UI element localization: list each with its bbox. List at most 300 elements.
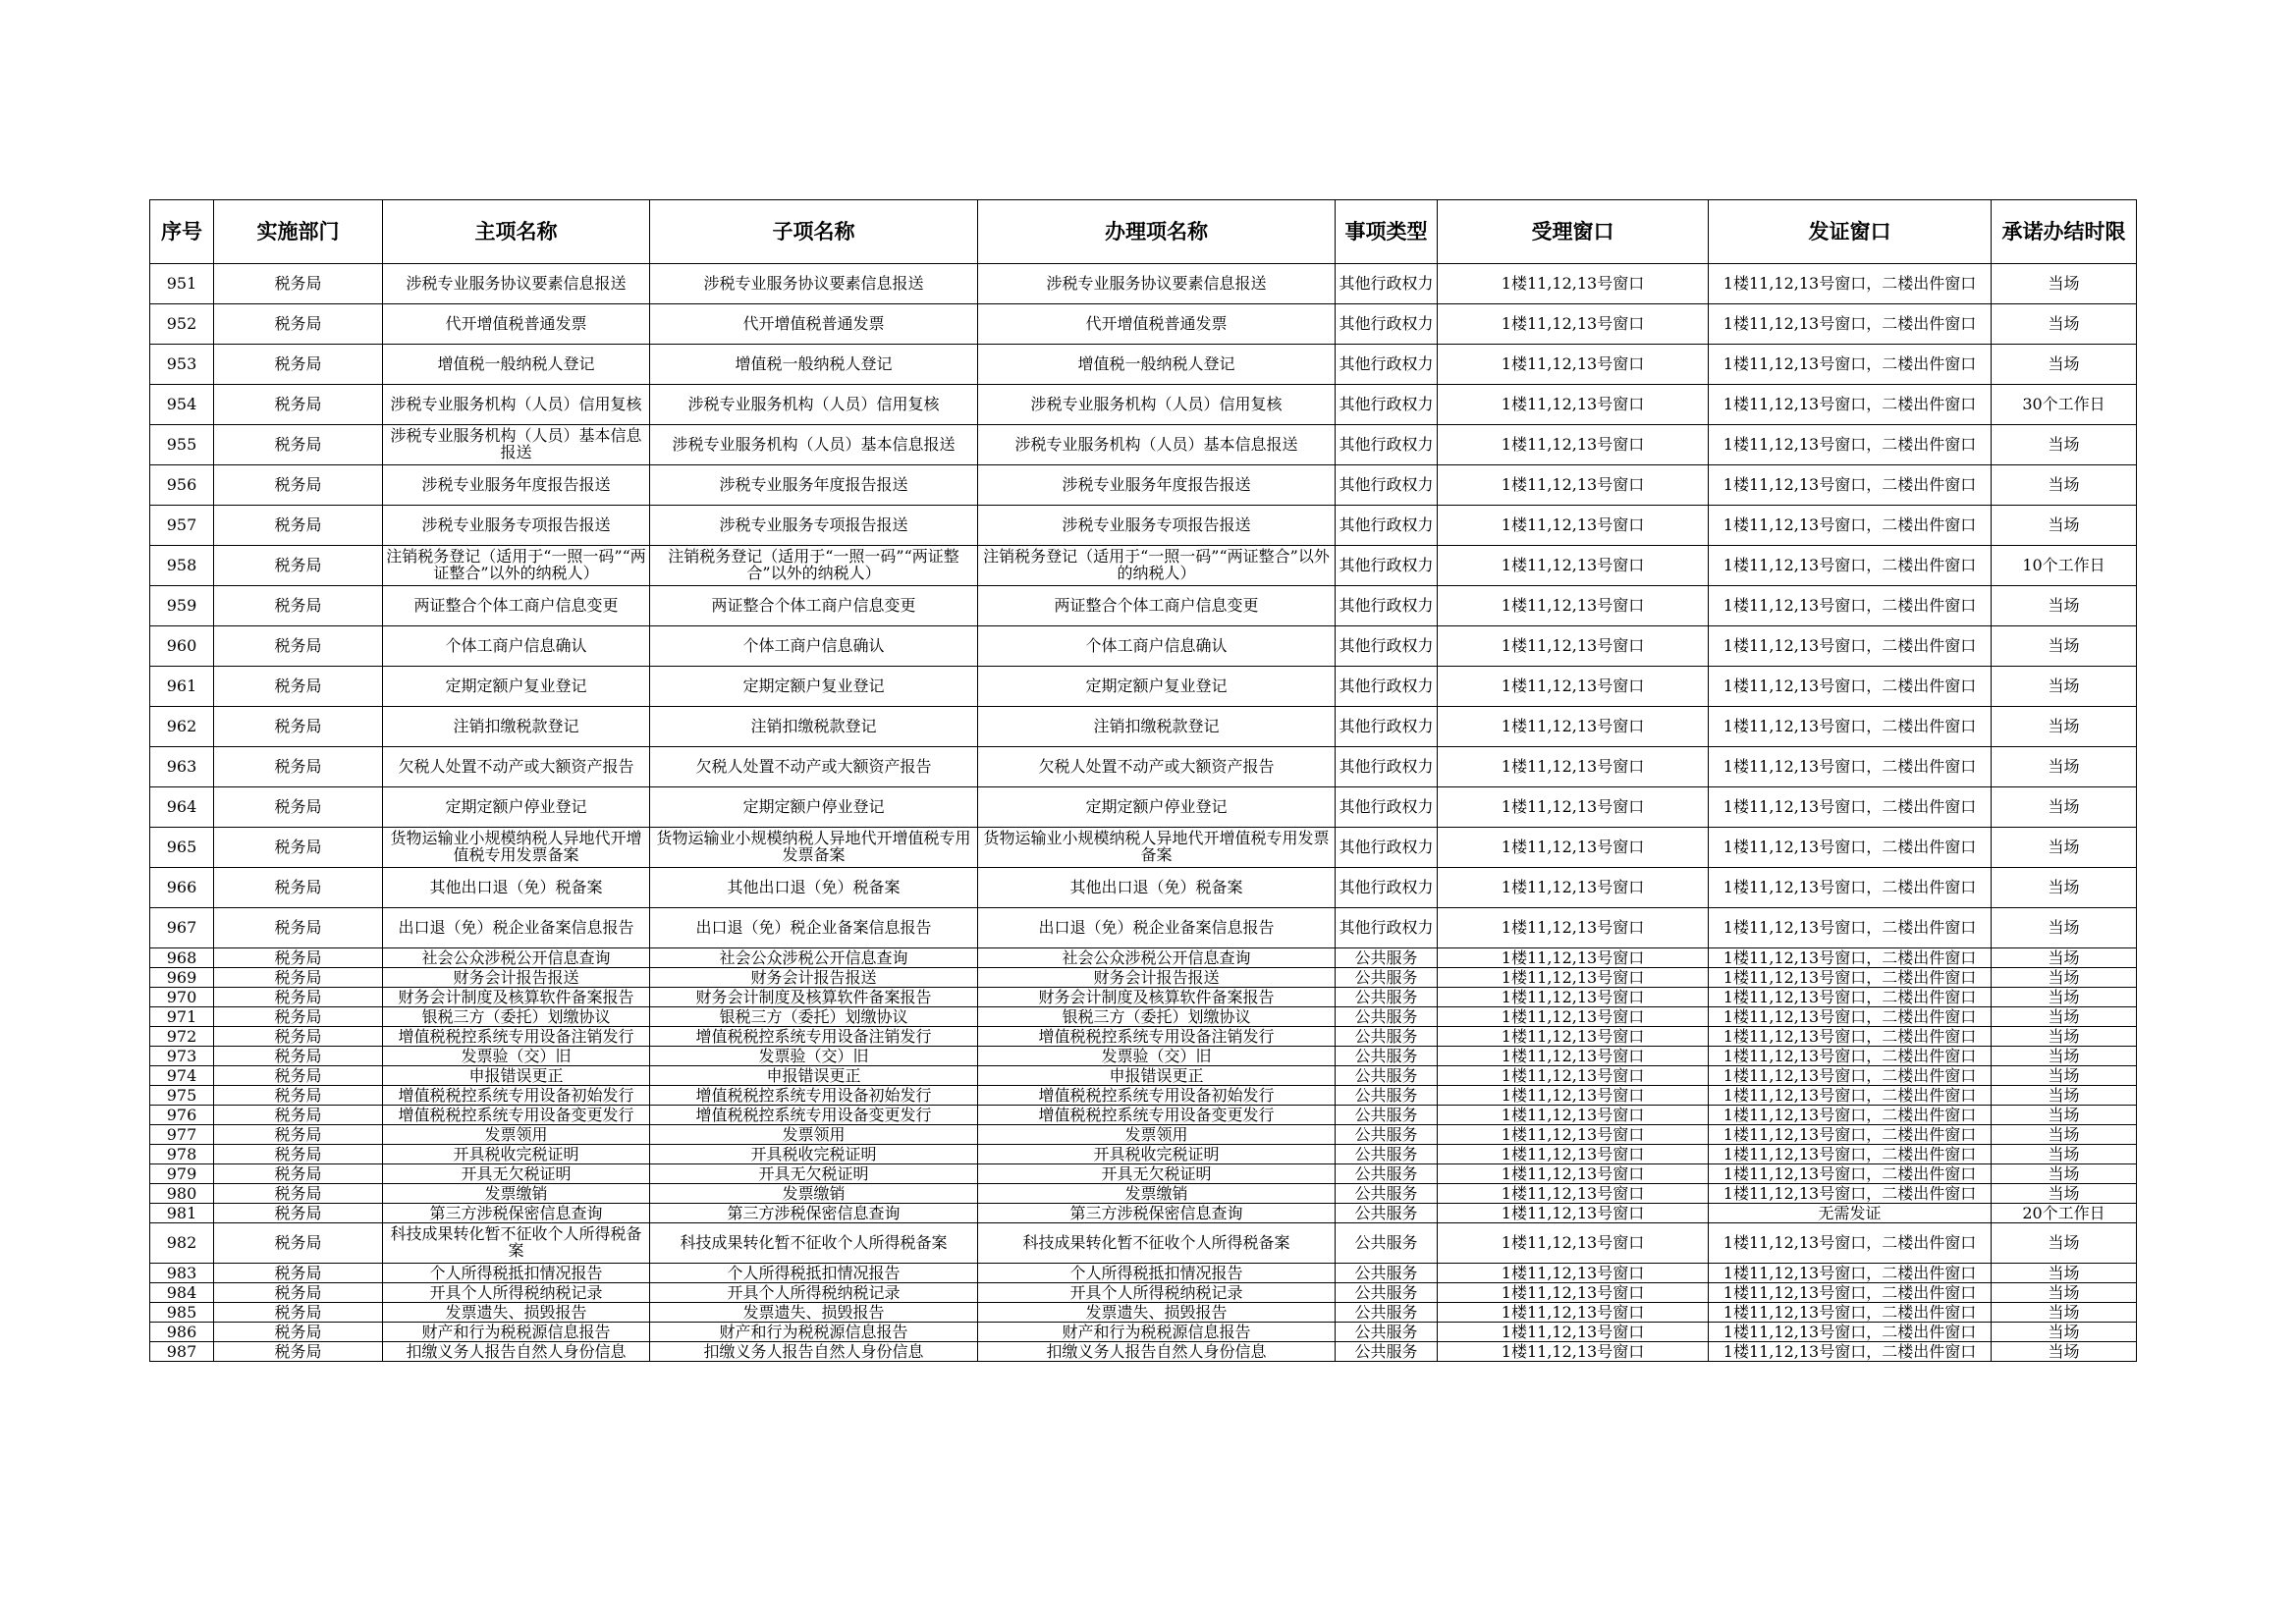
cell-main: 涉税专业服务专项报告报送	[383, 506, 650, 546]
cell-item: 欠税人处置不动产或大额资产报告	[978, 747, 1336, 787]
cell-issue: 1楼11,12,13号窗口，二楼出件窗口	[1709, 828, 1992, 868]
header-item: 办理项名称	[978, 200, 1336, 264]
cell-issue: 1楼11,12,13号窗口，二楼出件窗口	[1709, 264, 1992, 304]
table-row	[150, 1145, 2137, 1164]
cell-limit: 当场	[1992, 345, 2137, 385]
cell-no: 967	[150, 908, 214, 948]
cell-item: 财产和行为税税源信息报告	[978, 1323, 1336, 1342]
cell-item: 注销扣缴税款登记	[978, 707, 1336, 747]
table-row	[150, 1184, 2137, 1204]
cell-sub: 定期定额户停业登记	[650, 787, 978, 828]
cell-issue: 1楼11,12,13号窗口，二楼出件窗口	[1709, 506, 1992, 546]
cell-dept: 税务局	[214, 908, 383, 948]
cell-item: 银税三方（委托）划缴协议	[978, 1007, 1336, 1027]
cell-limit: 当场	[1992, 1125, 2137, 1145]
header-issue: 发证窗口	[1709, 200, 1992, 264]
table-row	[150, 828, 2137, 868]
table-row	[150, 385, 2137, 425]
header-dept: 实施部门	[214, 200, 383, 264]
cell-main: 增值税一般纳税人登记	[383, 345, 650, 385]
cell-dept: 税务局	[214, 1106, 383, 1125]
cell-item: 个人所得税抵扣情况报告	[978, 1264, 1336, 1283]
table-row	[150, 1223, 2137, 1264]
cell-item: 科技成果转化暂不征收个人所得税备案	[978, 1223, 1336, 1264]
cell-dept: 税务局	[214, 948, 383, 968]
cell-sub: 开具个人所得税纳税记录	[650, 1283, 978, 1303]
cell-issue: 1楼11,12,13号窗口，二楼出件窗口	[1709, 1007, 1992, 1027]
cell-accept: 1楼11,12,13号窗口	[1438, 1283, 1709, 1303]
cell-main: 申报错误更正	[383, 1066, 650, 1086]
cell-type: 其他行政权力	[1336, 747, 1438, 787]
cell-type: 公共服务	[1336, 1303, 1438, 1323]
cell-issue: 1楼11,12,13号窗口，二楼出件窗口	[1709, 868, 1992, 908]
cell-sub: 开具无欠税证明	[650, 1164, 978, 1184]
cell-limit: 当场	[1992, 948, 2137, 968]
cell-main: 科技成果转化暂不征收个人所得税备案	[383, 1223, 650, 1264]
cell-item: 发票验（交）旧	[978, 1047, 1336, 1066]
cell-main: 开具无欠税证明	[383, 1164, 650, 1184]
cell-main: 涉税专业服务机构（人员）信用复核	[383, 385, 650, 425]
cell-main: 财产和行为税税源信息报告	[383, 1323, 650, 1342]
cell-type: 公共服务	[1336, 1047, 1438, 1066]
service-items-table	[149, 199, 2137, 1362]
table-row	[150, 304, 2137, 345]
cell-limit: 当场	[1992, 1145, 2137, 1164]
cell-item: 增值税税控系统专用设备初始发行	[978, 1086, 1336, 1106]
cell-limit: 当场	[1992, 1184, 2137, 1204]
cell-item: 扣缴义务人报告自然人身份信息	[978, 1342, 1336, 1362]
cell-issue: 1楼11,12,13号窗口，二楼出件窗口	[1709, 707, 1992, 747]
cell-no: 987	[150, 1342, 214, 1362]
cell-sub: 个体工商户信息确认	[650, 626, 978, 667]
cell-no: 962	[150, 707, 214, 747]
table-row	[150, 988, 2137, 1007]
cell-limit: 当场	[1992, 988, 2137, 1007]
cell-issue: 1楼11,12,13号窗口，二楼出件窗口	[1709, 968, 1992, 988]
cell-limit: 当场	[1992, 1223, 2137, 1264]
table-row	[150, 626, 2137, 667]
cell-dept: 税务局	[214, 506, 383, 546]
cell-limit: 当场	[1992, 1086, 2137, 1106]
cell-main: 扣缴义务人报告自然人身份信息	[383, 1342, 650, 1362]
cell-sub: 开具税收完税证明	[650, 1145, 978, 1164]
cell-accept: 1楼11,12,13号窗口	[1438, 868, 1709, 908]
cell-limit: 20个工作日	[1992, 1204, 2137, 1223]
cell-no: 961	[150, 667, 214, 707]
cell-sub: 货物运输业小规模纳税人异地代开增值税专用发票备案	[650, 828, 978, 868]
cell-type: 其他行政权力	[1336, 787, 1438, 828]
cell-dept: 税务局	[214, 586, 383, 626]
cell-issue: 1楼11,12,13号窗口，二楼出件窗口	[1709, 304, 1992, 345]
cell-type: 公共服务	[1336, 1007, 1438, 1027]
cell-sub: 涉税专业服务年度报告报送	[650, 465, 978, 506]
cell-main: 个体工商户信息确认	[383, 626, 650, 667]
cell-accept: 1楼11,12,13号窗口	[1438, 1007, 1709, 1027]
cell-accept: 1楼11,12,13号窗口	[1438, 1086, 1709, 1106]
cell-main: 注销扣缴税款登记	[383, 707, 650, 747]
cell-main: 发票验（交）旧	[383, 1047, 650, 1066]
cell-accept: 1楼11,12,13号窗口	[1438, 828, 1709, 868]
header-accept: 受理窗口	[1438, 200, 1709, 264]
cell-no: 964	[150, 787, 214, 828]
cell-sub: 定期定额户复业登记	[650, 667, 978, 707]
cell-limit: 当场	[1992, 626, 2137, 667]
cell-no: 975	[150, 1086, 214, 1106]
cell-item: 增值税税控系统专用设备变更发行	[978, 1106, 1336, 1125]
cell-no: 981	[150, 1204, 214, 1223]
cell-issue: 1楼11,12,13号窗口，二楼出件窗口	[1709, 1145, 1992, 1164]
cell-no: 976	[150, 1106, 214, 1125]
cell-type: 其他行政权力	[1336, 586, 1438, 626]
cell-accept: 1楼11,12,13号窗口	[1438, 1264, 1709, 1283]
cell-item: 申报错误更正	[978, 1066, 1336, 1086]
cell-type: 其他行政权力	[1336, 828, 1438, 868]
cell-no: 955	[150, 425, 214, 465]
table-row	[150, 1047, 2137, 1066]
cell-dept: 税务局	[214, 1283, 383, 1303]
cell-no: 958	[150, 546, 214, 586]
cell-no: 954	[150, 385, 214, 425]
cell-item: 两证整合个体工商户信息变更	[978, 586, 1336, 626]
cell-item: 其他出口退（免）税备案	[978, 868, 1336, 908]
cell-main: 发票遗失、损毁报告	[383, 1303, 650, 1323]
cell-sub: 科技成果转化暂不征收个人所得税备案	[650, 1223, 978, 1264]
cell-accept: 1楼11,12,13号窗口	[1438, 345, 1709, 385]
cell-issue: 1楼11,12,13号窗口，二楼出件窗口	[1709, 1223, 1992, 1264]
cell-accept: 1楼11,12,13号窗口	[1438, 1323, 1709, 1342]
cell-accept: 1楼11,12,13号窗口	[1438, 948, 1709, 968]
cell-accept: 1楼11,12,13号窗口	[1438, 304, 1709, 345]
table-row	[150, 1066, 2137, 1086]
cell-no: 960	[150, 626, 214, 667]
cell-accept: 1楼11,12,13号窗口	[1438, 1066, 1709, 1086]
cell-limit: 当场	[1992, 1264, 2137, 1283]
cell-item: 代开增值税普通发票	[978, 304, 1336, 345]
header-type: 事项类型	[1336, 200, 1438, 264]
cell-sub: 银税三方（委托）划缴协议	[650, 1007, 978, 1027]
cell-item: 社会公众涉税公开信息查询	[978, 948, 1336, 968]
table-row	[150, 707, 2137, 747]
cell-main: 增值税税控系统专用设备注销发行	[383, 1027, 650, 1047]
cell-main: 定期定额户停业登记	[383, 787, 650, 828]
cell-accept: 1楼11,12,13号窗口	[1438, 1027, 1709, 1047]
cell-dept: 税务局	[214, 465, 383, 506]
cell-no: 965	[150, 828, 214, 868]
table-row	[150, 968, 2137, 988]
cell-sub: 涉税专业服务机构（人员）信用复核	[650, 385, 978, 425]
cell-issue: 1楼11,12,13号窗口，二楼出件窗口	[1709, 1342, 1992, 1362]
cell-dept: 税务局	[214, 1223, 383, 1264]
cell-main: 发票领用	[383, 1125, 650, 1145]
cell-limit: 当场	[1992, 1027, 2137, 1047]
table-row	[150, 667, 2137, 707]
cell-no: 951	[150, 264, 214, 304]
cell-dept: 税务局	[214, 988, 383, 1007]
cell-no: 957	[150, 506, 214, 546]
cell-type: 其他行政权力	[1336, 465, 1438, 506]
cell-sub: 发票验（交）旧	[650, 1047, 978, 1066]
cell-dept: 税务局	[214, 1264, 383, 1283]
cell-type: 其他行政权力	[1336, 304, 1438, 345]
cell-issue: 1楼11,12,13号窗口，二楼出件窗口	[1709, 345, 1992, 385]
cell-item: 个体工商户信息确认	[978, 626, 1336, 667]
cell-main: 增值税税控系统专用设备初始发行	[383, 1086, 650, 1106]
cell-item: 定期定额户复业登记	[978, 667, 1336, 707]
cell-main: 其他出口退（免）税备案	[383, 868, 650, 908]
cell-dept: 税务局	[214, 626, 383, 667]
cell-dept: 税务局	[214, 1086, 383, 1106]
cell-type: 其他行政权力	[1336, 707, 1438, 747]
cell-sub: 财务会计报告报送	[650, 968, 978, 988]
cell-sub: 财务会计制度及核算软件备案报告	[650, 988, 978, 1007]
cell-type: 其他行政权力	[1336, 546, 1438, 586]
cell-limit: 当场	[1992, 747, 2137, 787]
cell-no: 952	[150, 304, 214, 345]
cell-sub: 两证整合个体工商户信息变更	[650, 586, 978, 626]
header-main: 主项名称	[383, 200, 650, 264]
cell-dept: 税务局	[214, 425, 383, 465]
cell-limit: 当场	[1992, 667, 2137, 707]
cell-main: 社会公众涉税公开信息查询	[383, 948, 650, 968]
cell-limit: 当场	[1992, 1164, 2137, 1184]
cell-dept: 税务局	[214, 707, 383, 747]
cell-dept: 税务局	[214, 667, 383, 707]
cell-type: 公共服务	[1336, 1086, 1438, 1106]
cell-dept: 税务局	[214, 1027, 383, 1047]
cell-item: 出口退（免）税企业备案信息报告	[978, 908, 1336, 948]
cell-type: 公共服务	[1336, 988, 1438, 1007]
cell-accept: 1楼11,12,13号窗口	[1438, 667, 1709, 707]
cell-type: 其他行政权力	[1336, 908, 1438, 948]
cell-main: 货物运输业小规模纳税人异地代开增值税专用发票备案	[383, 828, 650, 868]
cell-dept: 税务局	[214, 1066, 383, 1086]
cell-limit: 10个工作日	[1992, 546, 2137, 586]
cell-type: 公共服务	[1336, 1066, 1438, 1086]
cell-item: 开具个人所得税纳税记录	[978, 1283, 1336, 1303]
cell-issue: 1楼11,12,13号窗口，二楼出件窗口	[1709, 626, 1992, 667]
cell-main: 代开增值税普通发票	[383, 304, 650, 345]
cell-limit: 当场	[1992, 1047, 2137, 1066]
cell-sub: 注销扣缴税款登记	[650, 707, 978, 747]
cell-limit: 当场	[1992, 264, 2137, 304]
table-row	[150, 546, 2137, 586]
cell-sub: 涉税专业服务专项报告报送	[650, 506, 978, 546]
table-row	[150, 264, 2137, 304]
cell-dept: 税务局	[214, 546, 383, 586]
table-row	[150, 908, 2137, 948]
cell-dept: 税务局	[214, 1164, 383, 1184]
cell-limit: 当场	[1992, 908, 2137, 948]
cell-sub: 其他出口退（免）税备案	[650, 868, 978, 908]
cell-type: 公共服务	[1336, 1184, 1438, 1204]
cell-dept: 税务局	[214, 1323, 383, 1342]
table-row	[150, 1204, 2137, 1223]
cell-dept: 税务局	[214, 968, 383, 988]
table-row	[150, 787, 2137, 828]
document-page	[149, 199, 2136, 1362]
cell-issue: 无需发证	[1709, 1204, 1992, 1223]
table-row	[150, 1303, 2137, 1323]
cell-item: 涉税专业服务协议要素信息报送	[978, 264, 1336, 304]
cell-dept: 税务局	[214, 345, 383, 385]
cell-accept: 1楼11,12,13号窗口	[1438, 908, 1709, 948]
cell-type: 公共服务	[1336, 1164, 1438, 1184]
cell-accept: 1楼11,12,13号窗口	[1438, 1106, 1709, 1125]
cell-type: 其他行政权力	[1336, 385, 1438, 425]
cell-accept: 1楼11,12,13号窗口	[1438, 988, 1709, 1007]
cell-type: 其他行政权力	[1336, 425, 1438, 465]
cell-dept: 税务局	[214, 1184, 383, 1204]
cell-accept: 1楼11,12,13号窗口	[1438, 506, 1709, 546]
cell-main: 涉税专业服务机构（人员）基本信息报送	[383, 425, 650, 465]
cell-limit: 当场	[1992, 304, 2137, 345]
cell-item: 开具无欠税证明	[978, 1164, 1336, 1184]
cell-limit: 当场	[1992, 707, 2137, 747]
cell-issue: 1楼11,12,13号窗口，二楼出件窗口	[1709, 465, 1992, 506]
cell-type: 公共服务	[1336, 1125, 1438, 1145]
cell-dept: 税务局	[214, 1047, 383, 1066]
cell-type: 公共服务	[1336, 1283, 1438, 1303]
table-row	[150, 948, 2137, 968]
cell-item: 财务会计制度及核算软件备案报告	[978, 988, 1336, 1007]
cell-type: 公共服务	[1336, 948, 1438, 968]
cell-main: 个人所得税抵扣情况报告	[383, 1264, 650, 1283]
cell-no: 984	[150, 1283, 214, 1303]
table-row	[150, 1125, 2137, 1145]
cell-sub: 发票遗失、损毁报告	[650, 1303, 978, 1323]
header-no: 序号	[150, 200, 214, 264]
cell-limit: 当场	[1992, 1342, 2137, 1362]
cell-sub: 个人所得税抵扣情况报告	[650, 1264, 978, 1283]
cell-item: 定期定额户停业登记	[978, 787, 1336, 828]
cell-main: 注销税务登记（适用于“一照一码”“两证整合”以外的纳税人）	[383, 546, 650, 586]
cell-limit: 当场	[1992, 465, 2137, 506]
cell-sub: 代开增值税普通发票	[650, 304, 978, 345]
cell-accept: 1楼11,12,13号窗口	[1438, 1184, 1709, 1204]
cell-no: 982	[150, 1223, 214, 1264]
cell-accept: 1楼11,12,13号窗口	[1438, 264, 1709, 304]
cell-issue: 1楼11,12,13号窗口，二楼出件窗口	[1709, 546, 1992, 586]
cell-issue: 1楼11,12,13号窗口，二楼出件窗口	[1709, 1303, 1992, 1323]
cell-no: 963	[150, 747, 214, 787]
cell-no: 983	[150, 1264, 214, 1283]
cell-no: 968	[150, 948, 214, 968]
cell-accept: 1楼11,12,13号窗口	[1438, 385, 1709, 425]
cell-main: 出口退（免）税企业备案信息报告	[383, 908, 650, 948]
cell-sub: 增值税税控系统专用设备注销发行	[650, 1027, 978, 1047]
cell-accept: 1楼11,12,13号窗口	[1438, 1125, 1709, 1145]
cell-accept: 1楼11,12,13号窗口	[1438, 968, 1709, 988]
cell-item: 涉税专业服务机构（人员）基本信息报送	[978, 425, 1336, 465]
cell-issue: 1楼11,12,13号窗口，二楼出件窗口	[1709, 1164, 1992, 1184]
cell-issue: 1楼11,12,13号窗口，二楼出件窗口	[1709, 908, 1992, 948]
cell-no: 969	[150, 968, 214, 988]
cell-sub: 增值税税控系统专用设备初始发行	[650, 1086, 978, 1106]
cell-no: 977	[150, 1125, 214, 1145]
cell-main: 欠税人处置不动产或大额资产报告	[383, 747, 650, 787]
cell-limit: 当场	[1992, 828, 2137, 868]
cell-accept: 1楼11,12,13号窗口	[1438, 1303, 1709, 1323]
cell-item: 财务会计报告报送	[978, 968, 1336, 988]
cell-no: 978	[150, 1145, 214, 1164]
cell-limit: 当场	[1992, 586, 2137, 626]
cell-type: 公共服务	[1336, 1204, 1438, 1223]
table-row	[150, 1164, 2137, 1184]
cell-accept: 1楼11,12,13号窗口	[1438, 626, 1709, 667]
cell-item: 注销税务登记（适用于“一照一码”“两证整合”以外的纳税人）	[978, 546, 1336, 586]
cell-issue: 1楼11,12,13号窗口，二楼出件窗口	[1709, 586, 1992, 626]
cell-main: 两证整合个体工商户信息变更	[383, 586, 650, 626]
cell-dept: 税务局	[214, 868, 383, 908]
header-row	[150, 200, 2137, 264]
cell-issue: 1楼11,12,13号窗口，二楼出件窗口	[1709, 1027, 1992, 1047]
table-row	[150, 1342, 2137, 1362]
cell-type: 公共服务	[1336, 1027, 1438, 1047]
cell-item: 发票领用	[978, 1125, 1336, 1145]
cell-no: 956	[150, 465, 214, 506]
cell-main: 增值税税控系统专用设备变更发行	[383, 1106, 650, 1125]
table-row	[150, 465, 2137, 506]
cell-main: 银税三方（委托）划缴协议	[383, 1007, 650, 1027]
cell-item: 涉税专业服务年度报告报送	[978, 465, 1336, 506]
cell-main: 发票缴销	[383, 1184, 650, 1204]
table-row	[150, 1027, 2137, 1047]
cell-type: 公共服务	[1336, 968, 1438, 988]
table-row	[150, 1086, 2137, 1106]
cell-limit: 当场	[1992, 1007, 2137, 1027]
cell-no: 966	[150, 868, 214, 908]
cell-accept: 1楼11,12,13号窗口	[1438, 546, 1709, 586]
cell-main: 财务会计报告报送	[383, 968, 650, 988]
cell-type: 公共服务	[1336, 1145, 1438, 1164]
cell-no: 970	[150, 988, 214, 1007]
cell-no: 959	[150, 586, 214, 626]
cell-sub: 注销税务登记（适用于“一照一码”“两证整合”以外的纳税人）	[650, 546, 978, 586]
cell-accept: 1楼11,12,13号窗口	[1438, 1047, 1709, 1066]
cell-dept: 税务局	[214, 828, 383, 868]
cell-no: 985	[150, 1303, 214, 1323]
cell-type: 其他行政权力	[1336, 626, 1438, 667]
cell-type: 公共服务	[1336, 1323, 1438, 1342]
cell-main: 第三方涉税保密信息查询	[383, 1204, 650, 1223]
cell-issue: 1楼11,12,13号窗口，二楼出件窗口	[1709, 667, 1992, 707]
cell-accept: 1楼11,12,13号窗口	[1438, 1204, 1709, 1223]
table-row	[150, 1323, 2137, 1342]
cell-issue: 1楼11,12,13号窗口，二楼出件窗口	[1709, 1323, 1992, 1342]
cell-accept: 1楼11,12,13号窗口	[1438, 707, 1709, 747]
cell-issue: 1楼11,12,13号窗口，二楼出件窗口	[1709, 1184, 1992, 1204]
cell-sub: 申报错误更正	[650, 1066, 978, 1086]
cell-sub: 发票领用	[650, 1125, 978, 1145]
cell-no: 971	[150, 1007, 214, 1027]
cell-issue: 1楼11,12,13号窗口，二楼出件窗口	[1709, 1283, 1992, 1303]
table-row	[150, 1283, 2137, 1303]
cell-issue: 1楼11,12,13号窗口，二楼出件窗口	[1709, 1264, 1992, 1283]
cell-dept: 税务局	[214, 264, 383, 304]
cell-limit: 当场	[1992, 1303, 2137, 1323]
cell-sub: 第三方涉税保密信息查询	[650, 1204, 978, 1223]
cell-issue: 1楼11,12,13号窗口，二楼出件窗口	[1709, 1086, 1992, 1106]
cell-main: 定期定额户复业登记	[383, 667, 650, 707]
cell-accept: 1楼11,12,13号窗口	[1438, 1223, 1709, 1264]
cell-dept: 税务局	[214, 1342, 383, 1362]
cell-type: 其他行政权力	[1336, 868, 1438, 908]
cell-sub: 涉税专业服务机构（人员）基本信息报送	[650, 425, 978, 465]
cell-type: 其他行政权力	[1336, 264, 1438, 304]
table-row	[150, 1106, 2137, 1125]
cell-limit: 当场	[1992, 868, 2137, 908]
cell-type: 其他行政权力	[1336, 667, 1438, 707]
